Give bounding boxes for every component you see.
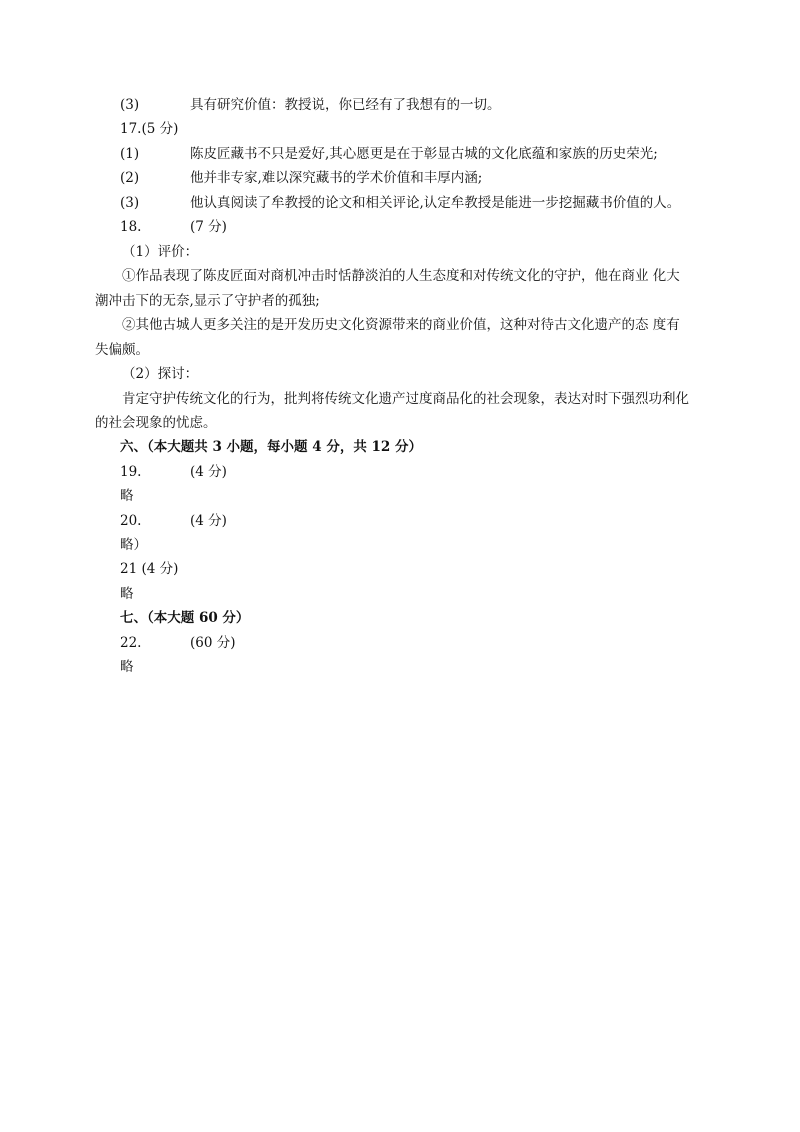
- q22-num: 22.: [120, 635, 142, 651]
- q18-p3-line2: 的社会现象的忧虑。: [95, 415, 217, 431]
- q18-part2-label: （2）探讨：: [122, 366, 199, 382]
- q19-score: (4 分): [190, 464, 227, 480]
- q22-answer: 略: [120, 659, 134, 675]
- q16-item-3-num: (3): [120, 97, 140, 113]
- section7-title: 七、（本大题 60 分）: [120, 610, 250, 626]
- q17-item-2-num: (2): [120, 170, 140, 186]
- q17-item-1-num: (1): [120, 146, 140, 162]
- q20-score: (4 分): [190, 513, 227, 529]
- q18-part1-label: （1）评价：: [122, 244, 199, 260]
- q21-answer: 略: [120, 586, 134, 602]
- q17-header: 17.(5 分): [120, 121, 179, 137]
- q18-p2-line1: ②其他古城人更多关注的是开发历史文化资源带来的商业价值，这种对待古文化遗产的态 度有: [122, 317, 680, 333]
- q22-score: (60 分): [190, 635, 236, 651]
- q18-p3-line1: 肯定守护传统文化的行为，批判将传统文化遗产过度商品化的社会现象，表达对时下强烈功利化: [122, 391, 689, 407]
- section6-title: 六、（本大题共 3 小题，每小题 4 分，共 12 分）: [120, 439, 423, 455]
- q17-item-1-text: 陈皮匠藏书不只是爱好,其心愿更是在于彰显古城的文化底蕴和家族的历史荣光;: [190, 146, 658, 162]
- q18-p1-line1: ①作品表现了陈皮匠面对商机冲击时恬静淡泊的人生态度和对传统文化的守护，他在商业 化大: [122, 268, 680, 284]
- q20-answer: 略）: [120, 537, 147, 553]
- q21-header: 21 (4 分): [120, 561, 179, 577]
- q19-answer: 略: [120, 488, 134, 504]
- q20-num: 20.: [120, 513, 142, 529]
- q16-item-3-text: 具有研究价值：教授说，你已经有了我想有的一切。: [190, 97, 501, 113]
- q18-num: 18.: [120, 219, 142, 235]
- q18-p2-line2: 失偏颇。: [95, 342, 149, 358]
- q17-item-2-text: 他并非专家,难以深究藏书的学术价值和丰厚内涵;: [190, 170, 483, 186]
- q17-item-3-num: (3): [120, 195, 140, 211]
- q19-num: 19.: [120, 464, 142, 480]
- q17-item-3-text: 他认真阅读了牟教授的论文和相关评论,认定牟教授是能进一步挖掘藏书价值的人。: [190, 195, 681, 211]
- q18-p1-line2: 潮冲击下的无奈,显示了守护者的孤独;: [95, 293, 320, 309]
- q18-score: (7 分): [190, 219, 227, 235]
